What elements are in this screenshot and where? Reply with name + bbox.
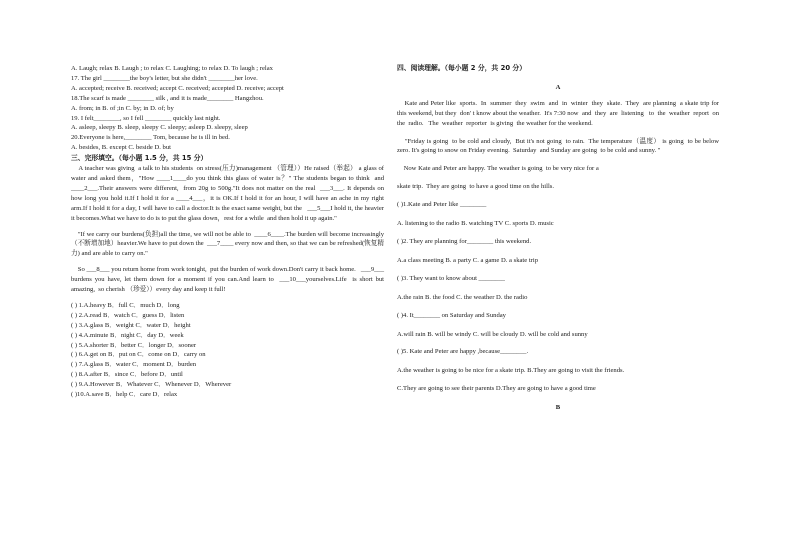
right-column	[397, 64, 723, 413]
reading-options: A.the weather is going to be nice for a skate trip. B.They are going to visit the friends.	[397, 367, 625, 375]
passage-paragraph: Now Kate and Peter are happy. The weather is going to be very nice for a	[397, 165, 599, 173]
question-line: A. asleep, sleepy B. sleep, sleepy C. sleepy; asleep D. sleepy, sleep	[71, 124, 248, 132]
question-line: A. from; in B. of ;in C. by; in D. of; by	[71, 104, 174, 112]
question-line: A. Laugh; relax B. Laugh ; to relax C. Laughing; to relax D. To laugh ; relax	[71, 65, 273, 72]
reading-question: ( )5. Kate and Peter are happy ,because________.	[397, 348, 529, 356]
passage-a-label: A	[555, 83, 561, 91]
cloze-options	[71, 301, 384, 400]
question-line: 17. The girl ________the boy's letter, but she didn't ________her love.	[71, 74, 258, 82]
section4-heading: 四、阅读理解。（每小题 2 分，共 20 分）	[397, 64, 527, 72]
reading-questions	[397, 200, 719, 376]
reading-options: A.the rain B. the food C. the weather D. the radio	[397, 293, 528, 301]
reading-question: ( )2. They are planning for________ this weekend.	[397, 237, 532, 245]
section3-heading: 三、完形填空。（每小题 1.5 分，共 15 分）	[71, 154, 208, 163]
passage-paragraph: "Friday is going to be cold and cloudy, But it's not going to rain. The temperature（温度） is going to be below zero. It's going to snow on Friday evening. Saturday and Sunday are going to be cold and sunny. "	[397, 137, 721, 155]
question-line: 20.Everyone is here,________ Tom, because he is ill in bed.	[71, 134, 230, 142]
cloze-option-row: ( ) 5.A.shorter B．better C．longer D．sooner	[71, 341, 197, 349]
question-line: 18.The scarf is made ________ silk , and it is made________ Hangzhou.	[71, 94, 264, 102]
cloze-passage	[71, 164, 389, 295]
cloze-option-row: ( ) 2.A.read B．watch C．guess D．listen	[71, 311, 185, 319]
cloze-option-row: ( ) 4.A.minute B．night C．day D．week	[71, 331, 184, 339]
cloze-option-row: ( ) 1.A.heavy B．full C．much D．long	[71, 301, 180, 309]
passage-a	[397, 99, 723, 192]
reading-options: A. listening to the radio B. watching TV C. sports D. music	[397, 220, 554, 228]
question-line: 19. I felt________, so I fell ________ quickly last night.	[71, 114, 221, 122]
cloze-option-row: ( ) 8.A.after B．since C．before D．until	[71, 371, 183, 379]
reading-options: A.will rain B. will be windy C. will be cloudy D. will be cold and sunny	[397, 330, 588, 338]
reading-question: ( )3. They want to know about ________	[397, 274, 505, 282]
left-column	[71, 64, 389, 400]
passage-b-label: B	[555, 404, 561, 412]
cloze-option-row: ( ) 7.A.glass B．water C．moment D．burden	[71, 361, 197, 369]
question-line: A. besides, B. except C. beside D. but	[71, 144, 171, 152]
question-block-16-20	[71, 64, 384, 153]
reading-question: ( )4. It________ on Saturday and Sunday	[397, 311, 506, 319]
cloze-paragraph: A teacher was giving a talk to his students on stress(压力)management （管理））He raised（举起） a glass of water and asked them，"How ____1____do you think this glass of water is？" The students began to think and ____2___.Their answers were different, from 20g to 500g."It does not matter on the real ___3___. It depends on how long you hold it.If I hold it for a ____4___，it is OK.If I hold it for an hour, I will have an ache in my right arm.If I hold it for a day, I will have to call a doctor.It is the exact same weight, but the ___5___I hold it, the heavier it becomes.What we have to do is to put the glass down，rest for a while and then hold it up again."	[71, 165, 389, 222]
q5-last-option: C.They are going to see their parents D.They are going to have a good time	[397, 385, 596, 393]
cloze-option-row: ( ) 3.A.glass B．weight C．water D．height	[71, 321, 191, 329]
cloze-paragraph: "If we carry our burdens(负担)all the time, we will not be able to ____6____.The burden will become increasingly （不断增加地）heavier.We have to put down the ___7____ every now and then, so that we can be refreshed(恢复精力) and are able to carry on."	[71, 230, 388, 258]
reading-question: ( )1.Kate and Peter like ________	[397, 201, 487, 209]
reading-options: A.a class meeting B. a party C. a game D. a skate trip	[397, 256, 538, 264]
cloze-option-row: ( )10.A.save B．help C．care D．relax	[71, 391, 178, 399]
cloze-option-row: ( ) 9.A.However B．Whatever C．Whenever D．Wherever	[71, 381, 232, 389]
cloze-option-row: ( ) 6.A.get on B．put on C．come on D．carry on	[71, 351, 206, 359]
cloze-paragraph: So ___8___ you return home from work tonight, put the burden of work down.Don't carry it back home. ___9___ burdens you have, let them down for a moment if you can.And learn to ___10___yourselves.Life is short but amazing, so cherish （珍爱））every day and keep it full!	[71, 266, 388, 294]
passage-paragraph: skate trip. They are going to have a good time on the hills.	[397, 183, 554, 191]
passage-paragraph: Kate and Peter like sports. In summer they swim and in winter they skate. They are planning a skate trip for this weekend, but they don' t know about the weather. It's 7:30 now and they are listening to the weather report on the radio. The weather reporter is giving the weather for the weekend.	[397, 99, 723, 127]
question-line: A. accepted; receive B. received; accept C. received; accepted D. receive; accept	[71, 84, 284, 92]
